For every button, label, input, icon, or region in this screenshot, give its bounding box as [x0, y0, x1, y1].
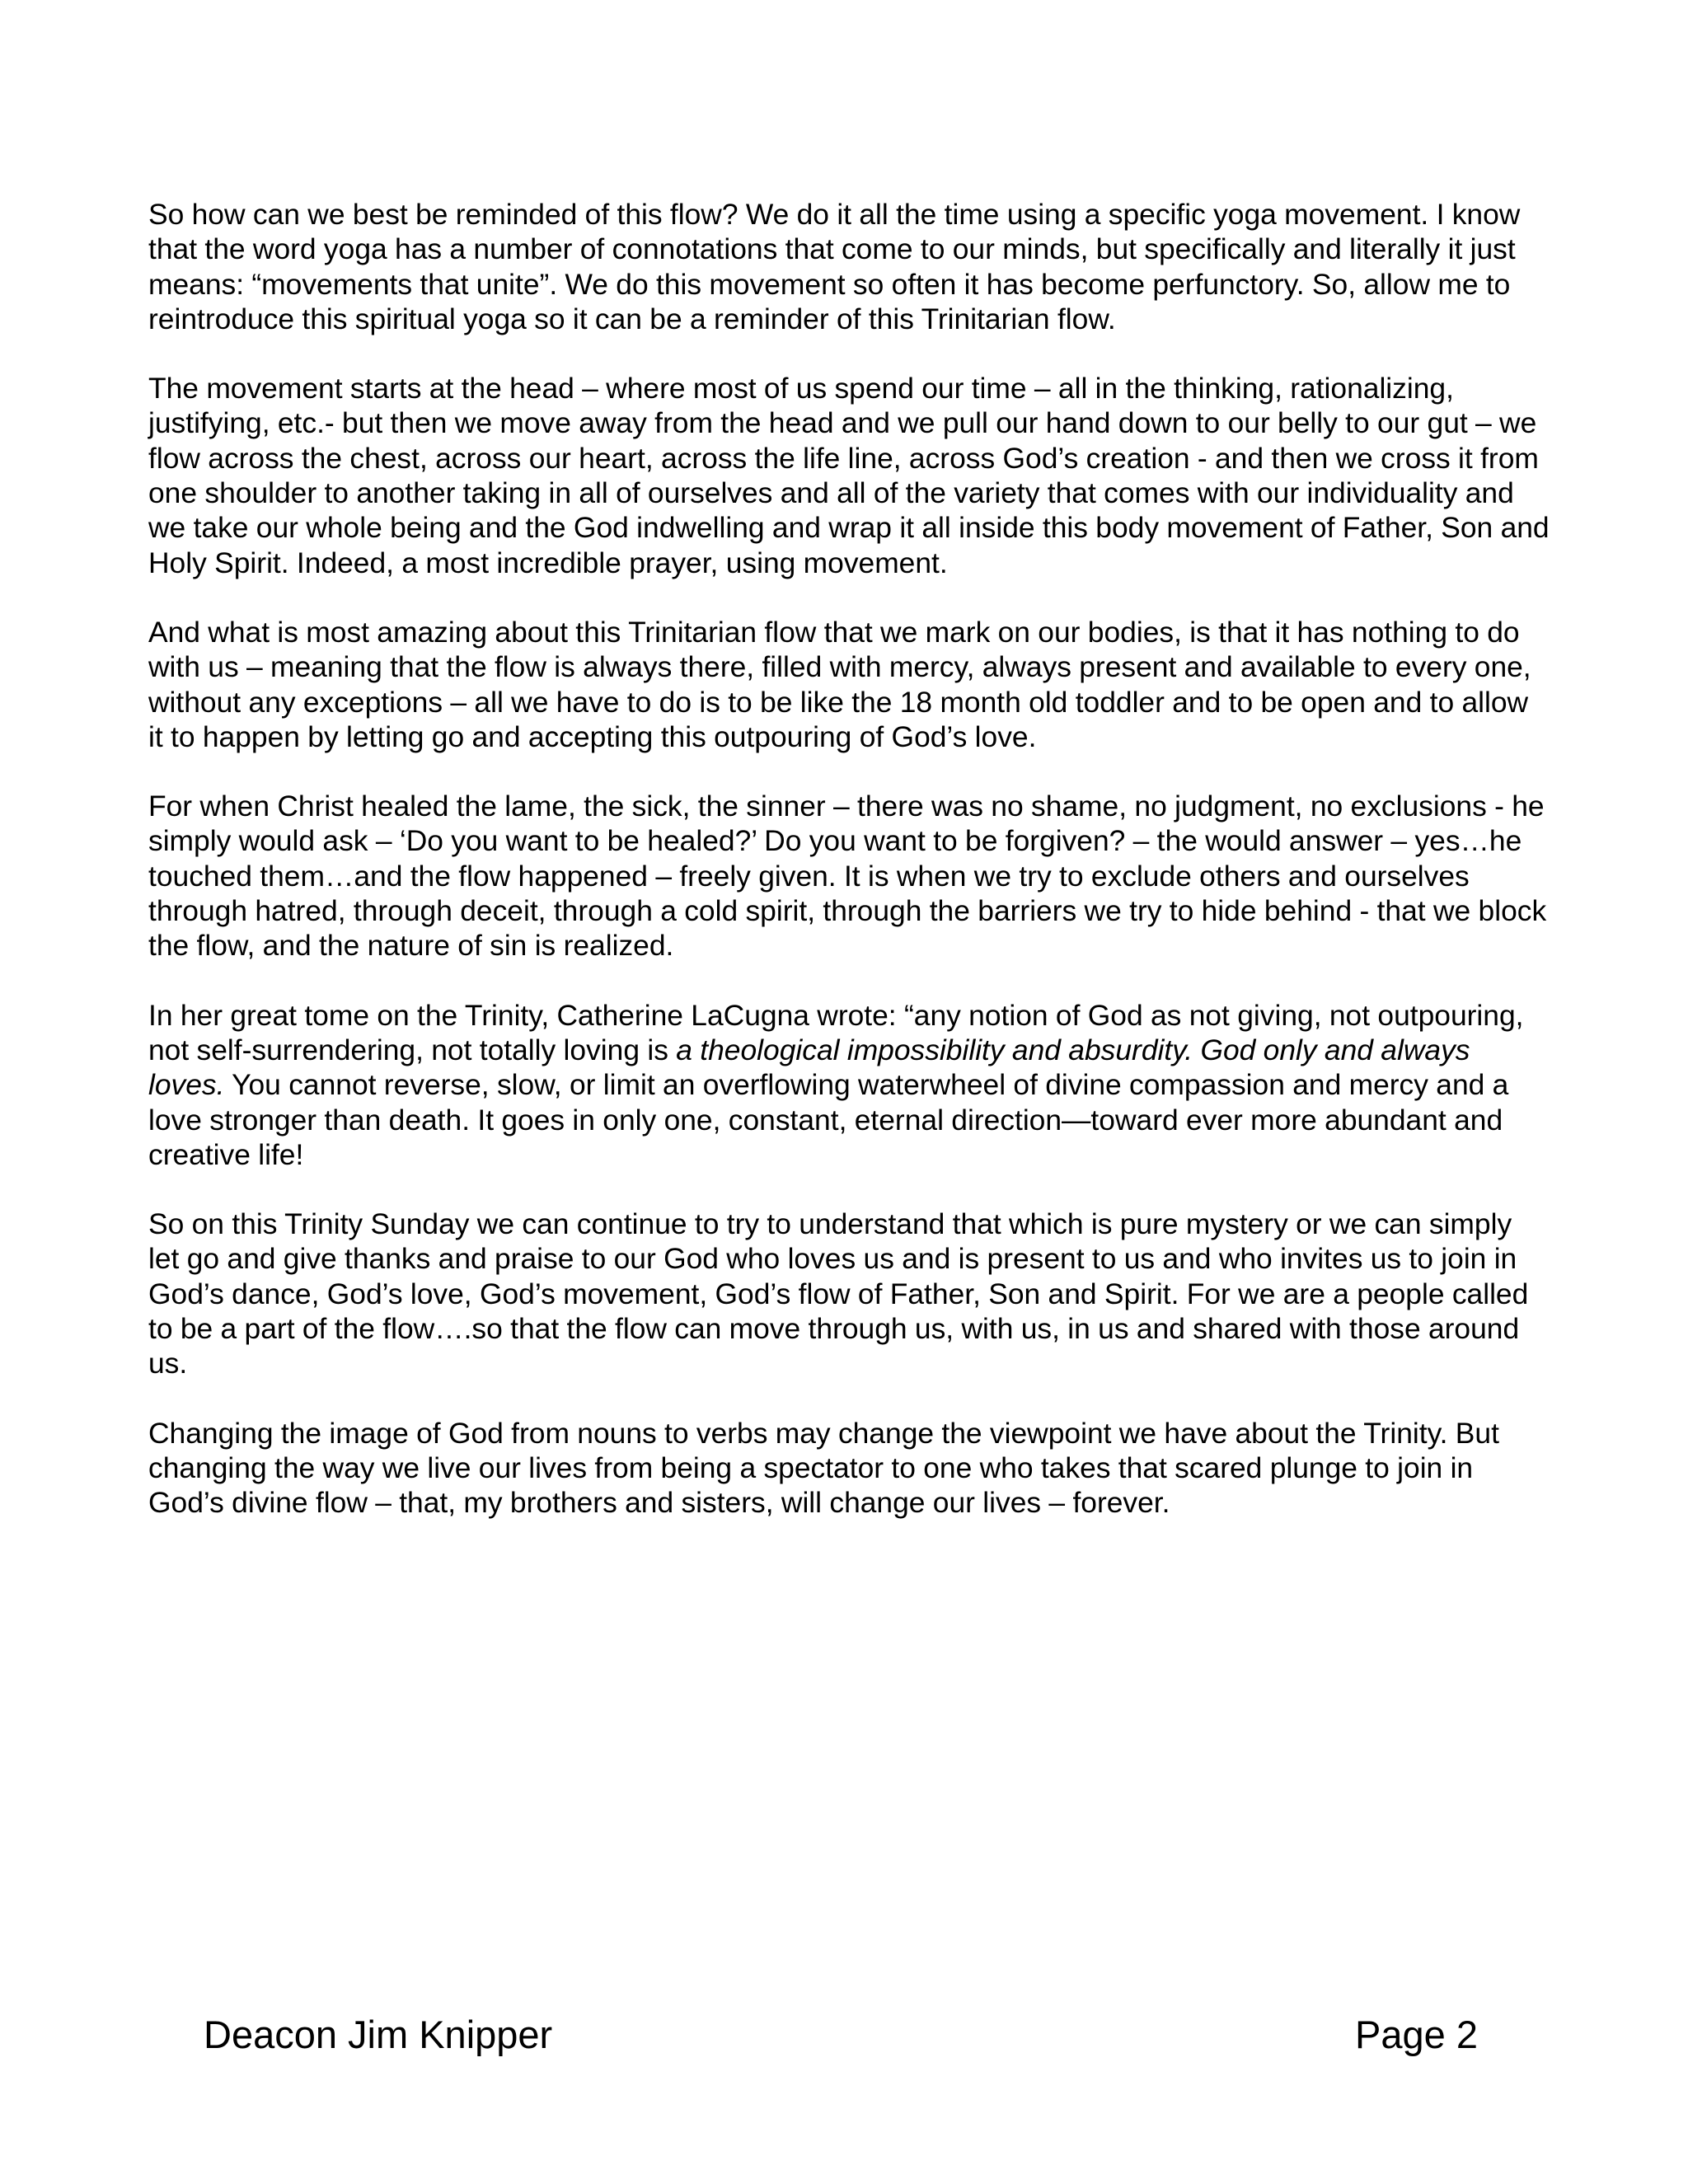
- footer-page-number: Page 2: [1355, 2013, 1478, 2056]
- paragraph-trinitarian-flow: And what is most amazing about this Trinitarian flow that we mark on our bodies, is that it has nothing to do with us – meaning that the flow is always there, filled with mercy, always present and available to every one, without any exceptions – all we have to do is to be like the 18 month old toddler and to be open and to allow it to happen by letting go and accepting this outpouring of God’s love.: [148, 615, 1531, 753]
- paragraph-movement-description: The movement starts at the head – where most of us spend our time – all in the thinking, rationalizing, justifying, etc.- but then we move away from the head and we pull our hand down to our belly to our gut – we flow across the chest, across our heart, across the life line, across God’s creation - and then we cross it from one shoulder to another taking in all of ourselves and all of the variety that comes with our individuality and we take our whole being and the God indwelling and wrap it all inside this body movement of Father, Son and Holy Spirit. Indeed, a most incredible prayer, using movement.: [148, 372, 1550, 579]
- paragraph-christ-healing: For when Christ healed the lame, the sick, the sinner – there was no shame, no judgment, no exclusions - he simply would ask – ‘Do you want to be healed?’ Do you want to be forgiven? – the would answer – yes…he touched them…and the flow happened – freely given. It is when we try to exclude others and ourselves through hatred, through deceit, through a cold spirit, through the barriers we try to hide behind - that we block the flow, and the nature of sin is realized.: [148, 790, 1547, 963]
- quote-trailing-text: You cannot reverse, slow, or limit an overflowing waterwheel of divine compassion and mercy and a love stronger than death. It goes in only one, constant, eternal direction—toward ever more abundant and creative life!: [148, 1068, 1509, 1171]
- paragraph-yoga-movement: So how can we best be reminded of this flow? We do it all the time using a specific yoga movement. I know that the word yoga has a number of connotations that come to our minds, but specifically and literally it just means: “movements that unite”. We do this movement so often it has become perfunctory. So, allow me to reintroduce this spiritual yoga so it can be a reminder of this Trinitarian flow.: [148, 198, 1521, 335]
- quote-lead-text: In her great tome on the Trinity, Catherine LaCugna wrote: “any notion of God as not giving, not outpouring, not self-surrendering, not totally loving is: [148, 998, 1524, 1066]
- paragraph-closing: Changing the image of God from nouns to verbs may change the viewpoint we have about the Trinity. But changing the way we live our lives from being a spectator to one who takes that scared plunge to join in God’s divine flow – that, my brothers and sisters, will change our lives – forever.: [148, 1416, 1499, 1520]
- paragraph-trinity-sunday: So on this Trinity Sunday we can continue to try to understand that which is pure mystery or we can simply let go and give thanks and praise to our God who loves us and is present to us and who invites us to join in God’s dance, God’s love, God’s movement, God’s flow of Father, Son and Spirit. For we are a people called to be a part of the flow….so that the flow can move through us, with us, in us and shared with those around us.: [148, 1207, 1529, 1380]
- paragraph-lacugna-quote: [148, 998, 1550, 1172]
- footer-author: Deacon Jim Knipper: [204, 2013, 553, 2056]
- quote-italic-text: a theological impossibility and absurdity. God only and always loves.: [148, 1033, 1470, 1102]
- sermon-text: [148, 197, 1550, 1555]
